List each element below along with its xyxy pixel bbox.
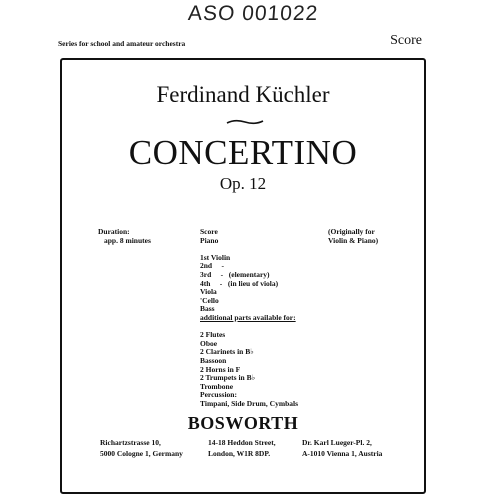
opus-number: Op. 12 xyxy=(219,174,267,193)
additional-part-item: Trombone xyxy=(200,381,234,391)
part-item: Bass xyxy=(200,304,215,314)
part-item: Viola xyxy=(200,287,217,297)
part-item: 4th - (in lieu of viola) xyxy=(200,278,279,288)
additional-part-item: 2 Horns in F xyxy=(200,364,241,374)
publisher-address-vienna xyxy=(302,437,382,459)
address-line: London, W1R 8DP. xyxy=(208,449,271,458)
parts-list xyxy=(200,228,298,408)
publisher-address-london xyxy=(208,437,276,459)
address-line: 5000 Cologne 1, Germany xyxy=(100,449,183,458)
duration-label: Duration: xyxy=(98,227,130,236)
original-note-line: Violin & Piano) xyxy=(328,235,379,245)
additional-part-item: Percussion: xyxy=(200,390,237,400)
original-note xyxy=(328,228,378,245)
piece-title: CONCERTINO xyxy=(128,133,358,172)
additional-part-item: Oboe xyxy=(200,338,218,348)
part-item: 1st Violin xyxy=(200,252,231,262)
address-line: 14-18 Heddon Street, xyxy=(208,438,276,447)
additional-part-item: 2 Clarinets in B♭ xyxy=(200,347,254,357)
additional-part-item: Bassoon xyxy=(200,355,227,365)
ornament-swash-icon xyxy=(225,119,265,125)
duration-block xyxy=(98,228,151,245)
part-item: 3rd - (elementary) xyxy=(200,269,270,279)
part-item: Score xyxy=(200,227,218,236)
address-line: Richartzstrasse 10, xyxy=(100,438,161,447)
part-item: Piano xyxy=(200,235,219,245)
composer-name: Ferdinand Küchler xyxy=(156,82,330,107)
part-item: 2nd - xyxy=(200,261,224,271)
original-note-line: (Originally for xyxy=(328,227,375,236)
publisher-address-cologne xyxy=(100,437,183,459)
series-line: Series for school and amateur orchestra xyxy=(58,39,186,48)
additional-part-item: 2 Trumpets in B♭ xyxy=(200,373,256,383)
score-label: Score xyxy=(390,33,422,48)
additional-part-item: 2 Flutes xyxy=(200,330,226,340)
handwritten-catalog-number: ASO 001022 xyxy=(187,2,320,25)
address-line: Dr. Karl Lueger-Pl. 2, xyxy=(302,438,372,447)
additional-parts-heading: additional parts available for: xyxy=(200,312,296,322)
publisher-name: BOSWORTH xyxy=(187,413,299,433)
address-line: A-1010 Vienna 1, Austria xyxy=(302,449,383,458)
duration-value: app. 8 minutes xyxy=(104,235,151,245)
additional-part-item: Timpani, Side Drum, Cymbals xyxy=(200,398,299,408)
part-item: 'Cello xyxy=(200,295,219,305)
